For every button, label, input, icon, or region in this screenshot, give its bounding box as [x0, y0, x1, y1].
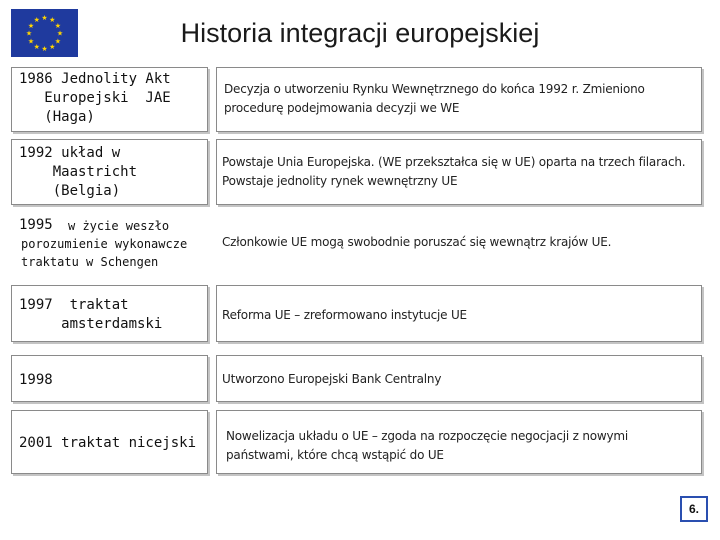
event-year-1995: 1995 — [19, 217, 53, 233]
flag-star-icon: ★ — [56, 29, 64, 38]
flag-star-icon: ★ — [25, 29, 33, 38]
flag-star-icon: ★ — [49, 16, 56, 25]
description-1998: Utworzono Europejski Bank Centralny — [222, 372, 442, 386]
event-label-2001: 2001 traktat nicejski — [19, 435, 197, 451]
description-1995: Członkowie UE mogą swobodnie poruszać się wewnątrz krajów UE. — [222, 235, 612, 249]
description-2001: Nowelizacja układu o UE – zgoda na rozpoczęcie negocjacji z nowymi państwami, które chcą wstąpić do UE — [226, 429, 629, 462]
page-number: 6. — [680, 496, 708, 522]
event-label-1992: 1992 układ w Maastricht (Belgia) — [19, 145, 138, 199]
event-label-1998: 1998 — [19, 372, 53, 388]
flag-star-icon: ★ — [41, 45, 48, 53]
flag-star-icon: ★ — [54, 37, 62, 46]
flag-star-icon: ★ — [27, 37, 35, 46]
flag-star-icon: ★ — [33, 42, 40, 51]
flag-star-icon: ★ — [49, 42, 56, 51]
flag-star-icon: ★ — [33, 16, 40, 25]
description-1986: Decyzja o utworzeniu Rynku Wewnętrznego do końca 1992 r. Zmieniono procedurę podejmowania decyzji we WE — [224, 82, 645, 115]
event-label-1997: 1997 traktat amsterdamski — [19, 297, 163, 332]
description-1997: Reforma UE – zreformowano instytucje UE — [222, 308, 467, 322]
description-1992: Powstaje Unia Europejska. (WE przekształca się w UE) oparta na trzech filarach. Powstaje jednolity rynek wewnętrzny UE — [222, 155, 686, 188]
flag-star-icon: ★ — [41, 14, 48, 22]
flag-star-icon: ★ — [27, 21, 35, 30]
slide-title: Historia integracji europejskiej — [180, 18, 540, 48]
flag-star-icon: ★ — [54, 21, 62, 30]
event-label-1995: w życie weszło — [68, 219, 170, 233]
event-label-1986: 1986 Jednolity Akt Europejski JAE (Haga) — [19, 71, 171, 125]
event-detail-1995: porozumienie wykonawcze traktatu w Schengen — [21, 237, 188, 269]
